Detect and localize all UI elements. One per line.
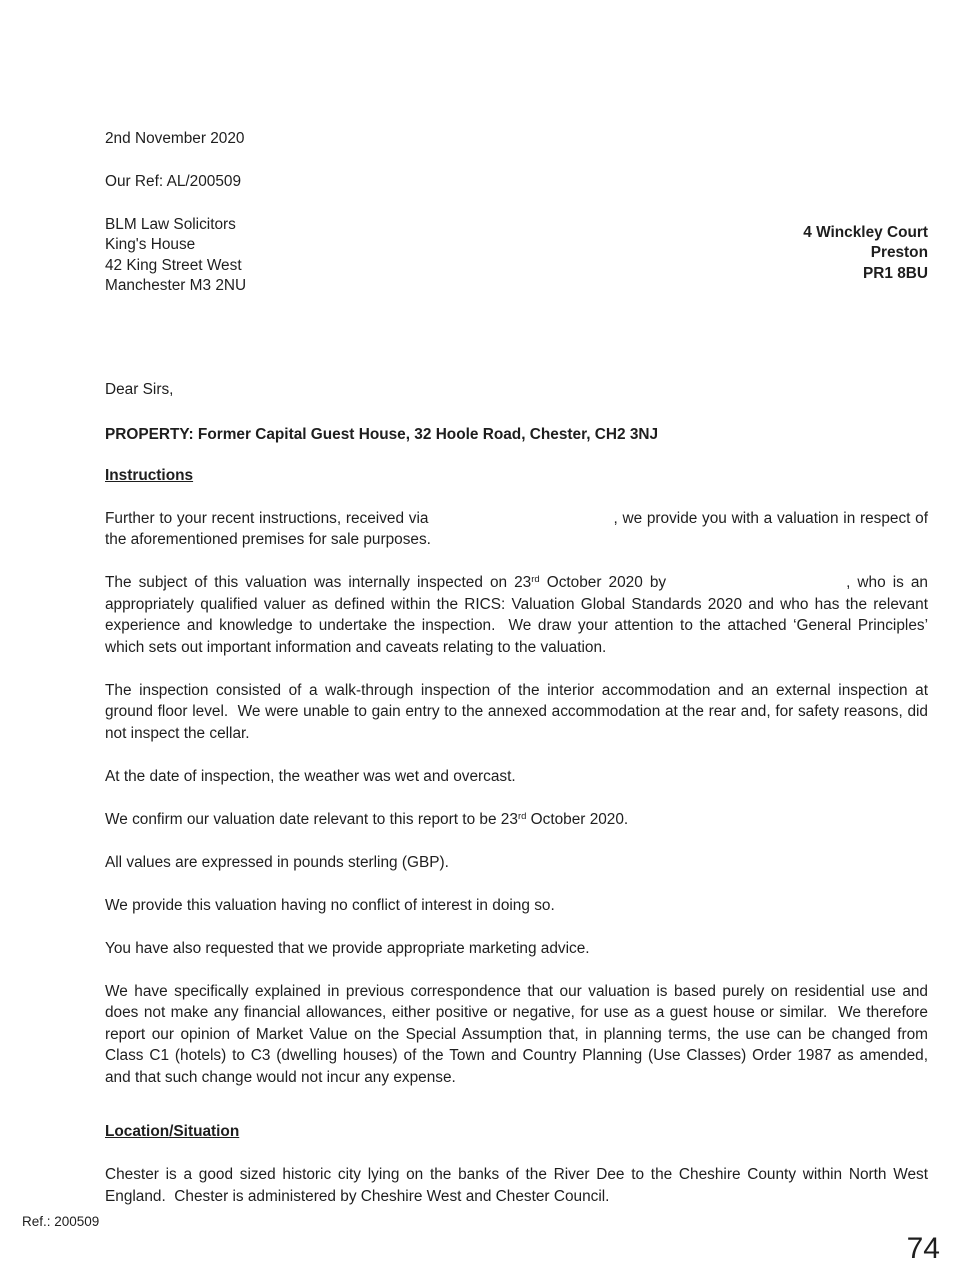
property-subject-line: PROPERTY: Former Capital Guest House, 32 Hoole Road, Chester, CH2 3NJ [105,425,659,443]
sender-address-line: 4 Winckley Court [803,224,928,241]
ordinal-superscript: rd [517,810,527,822]
redacted-gap [666,586,846,587]
section-paragraphs [105,1164,933,1207]
ordinal-superscript: rd [531,574,540,586]
recipient-address-line: 42 King Street West [105,256,242,274]
page-number: 74 [906,1232,940,1265]
paragraph: We have specifically explained in previous correspondence that our valuation is based purely on residential use and does not make any financial allowances, either positive or negative, for use as a guest house or similar. We therefore report our opinion of Market Value on the Special Assumption that, in planning terms, the use can be changed from Class C1 (hotels) to C3 (dwelling houses) of the Town and Country Planning (Use Classes) Order 1987 as amended, and that such change would not incur any expense. [105,982,933,1086]
paragraph: Further to your recent instructions, received via , we provide you with a valuation in respect of the aforementioned premises for sale purposes. [105,509,933,549]
section-heading: Instructions [105,466,194,484]
salutation: Dear Sirs, [105,380,174,398]
section-instructions [105,465,933,1089]
paragraph: Chester is a good sized historic city lying on the banks of the River Dee to the Cheshire County within North West England. Chester is administered by Cheshire West and Chester Council. [105,1166,933,1205]
sender-address-line: Preston [870,244,928,262]
paragraph: You have also requested that we provide appropriate marketing advice. [105,939,590,957]
address-row [105,215,928,297]
footer-reference: Ref.: 200509 [22,1214,100,1229]
recipient-address-line: Manchester M3 2NU [105,277,247,295]
recipient-address-line: King's House [105,236,196,254]
section-heading: Location/Situation [105,1123,240,1141]
redacted-gap [428,522,613,523]
paragraph: We confirm our valuation date relevant to this report to be 23rd October 2020. [105,810,629,828]
our-ref: Our Ref: AL/200509 [105,173,242,190]
sender-address-line: PR1 8BU [862,264,928,282]
recipient-address [105,215,246,297]
recipient-address-line: BLM Law Solicitors [105,216,236,233]
section-paragraphs [105,508,933,1089]
section-location-situation [105,1121,933,1207]
paragraph: The subject of this valuation was internally inspected on 23rd October 2020 by , who is an appropriately qualified valuer as defined within the RICS: Valuation Global Standards 2020 and who has the relevant experience and knowledge to undertake the inspection. We draw your attention to the attached ‘General Principles’ which sets out important information and caveats relating to the valuation. [105,574,933,656]
letter-date: 2nd November 2020 [105,130,245,147]
paragraph: We provide this valuation having no conflict of interest in doing so. [105,896,555,914]
paragraph: At the date of inspection, the weather was wet and overcast. [105,767,516,785]
paragraph: The inspection consisted of a walk-through inspection of the interior accommodation and an external inspection at ground floor level. We were unable to gain entry to the annexed accommodation at the rear and, for safety reasons, did not inspect the cellar. [105,681,933,742]
sender-address [803,223,928,297]
paragraph: All values are expressed in pounds sterling (GBP). [105,853,449,871]
